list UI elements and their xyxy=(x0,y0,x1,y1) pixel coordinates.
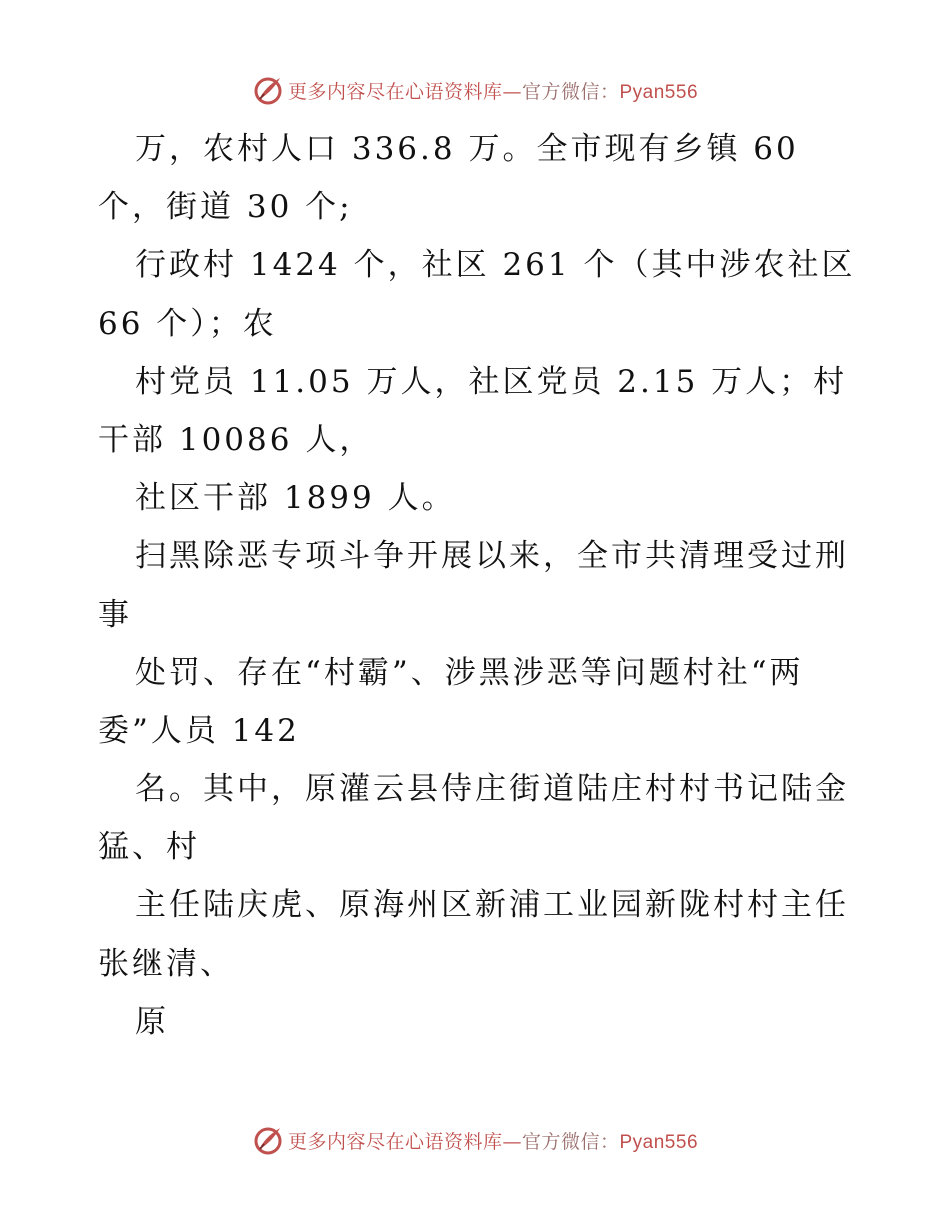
text-line: 66 个）；农 xyxy=(98,305,277,342)
text-line: 扫黑除恶专项斗争开展以来，全市共清理受过刑 xyxy=(135,538,849,575)
banner-wechat-id: Pyan556 xyxy=(619,81,699,103)
text-line: 干部 10086 人， xyxy=(98,421,374,458)
text-line: 原 xyxy=(135,1003,169,1040)
banner-wechat-id: Pyan556 xyxy=(619,1131,699,1153)
banner-main-text: 更多内容尽在心语资料库 xyxy=(287,80,503,103)
banner-main-text: 更多内容尽在心语资料库 xyxy=(287,1130,503,1153)
document-body xyxy=(98,120,858,1051)
text-line: 社区干部 1899 人。 xyxy=(135,480,456,517)
text-line: 事 xyxy=(98,596,132,633)
banner-wechat-label: 官方微信： xyxy=(521,1130,620,1153)
banner-dash: — xyxy=(502,80,522,103)
feather-pen-logo-icon xyxy=(252,74,284,106)
banner-text xyxy=(288,1127,698,1154)
text-line: 村党员 11.05 万人，社区党员 2.15 万人；村 xyxy=(135,363,848,400)
banner-text xyxy=(288,77,698,104)
text-line: 张继清、 xyxy=(98,945,234,982)
footer-banner xyxy=(0,1120,950,1160)
text-line: 主任陆庆虎、原海州区新浦工业园新陇村村主任 xyxy=(135,887,849,924)
text-line: 个，街道 30 个; xyxy=(98,189,353,226)
text-line: 名。其中，原灌云县侍庄街道陆庄村村书记陆金 xyxy=(135,771,849,808)
text-line: 处罚、存在“村霸”、涉黑涉恶等问题村社“两 xyxy=(135,654,804,691)
feather-pen-logo-icon xyxy=(252,1124,284,1156)
text-line: 猛、村 xyxy=(98,829,200,866)
text-line: 行政村 1424 个，社区 261 个（其中涉农社区 xyxy=(135,247,856,284)
text-line: 万，农村人口 336.8 万。全市现有乡镇 60 xyxy=(135,131,799,167)
banner-dash: — xyxy=(502,1130,522,1153)
header-banner xyxy=(0,70,950,110)
text-line: 委”人员 142 xyxy=(98,712,300,749)
banner-wechat-label: 官方微信： xyxy=(521,80,620,103)
